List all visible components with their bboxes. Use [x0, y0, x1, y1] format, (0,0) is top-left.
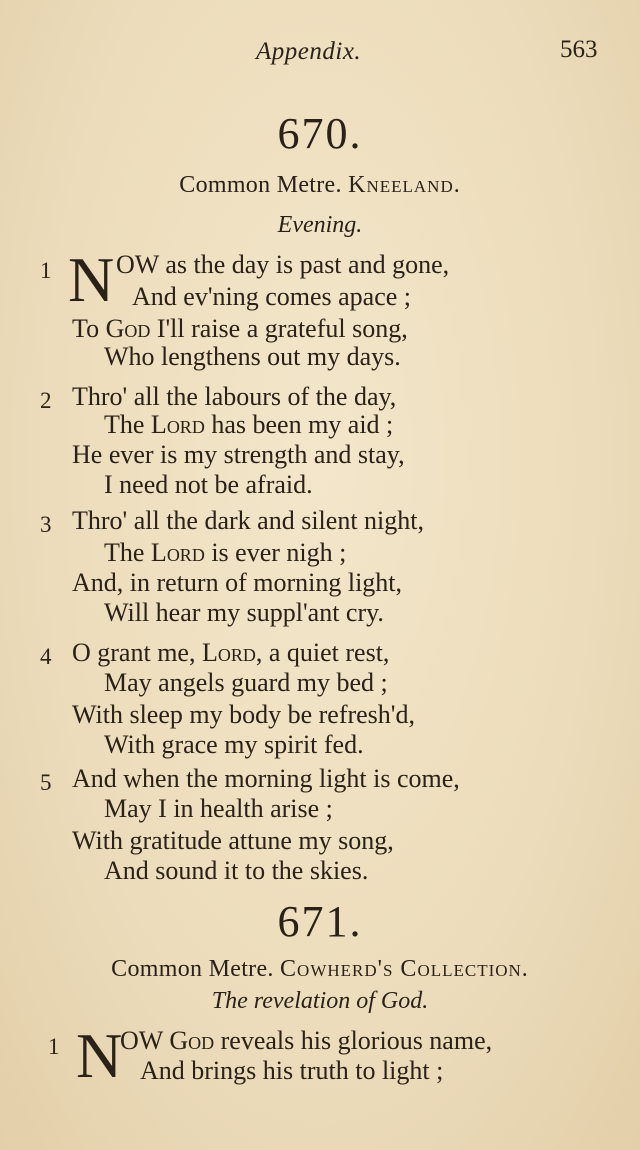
verse-line: I need not be afraid.	[104, 470, 313, 499]
running-title: Appendix.	[256, 38, 362, 65]
page-number: 563	[560, 36, 598, 63]
verse-line: Thro' all the dark and silent night,	[72, 506, 424, 535]
verse-line: The Lord is ever nigh ;	[104, 538, 347, 567]
verse-number: 1	[40, 258, 52, 283]
verse-line: Will hear my suppl'ant cry.	[104, 598, 384, 627]
verse-number: 3	[40, 512, 52, 537]
verse-line: He ever is my strength and stay,	[72, 440, 405, 469]
hymn-number: 670.	[277, 109, 363, 158]
hymn-subject: Evening.	[277, 212, 363, 238]
verse-line: With gratitude attune my song,	[72, 826, 394, 855]
verse-number: 2	[40, 388, 52, 413]
verse-number: 5	[40, 770, 52, 795]
verse-line: With grace my spirit fed.	[104, 730, 364, 759]
meter-heading	[0, 172, 640, 199]
verse-line: O grant me, Lord, a quiet rest,	[72, 638, 390, 667]
drop-cap: N	[76, 1020, 123, 1091]
verse-line: OW as the day is past and gone,	[116, 250, 450, 279]
verse-line: And brings his truth to light ;	[140, 1056, 444, 1085]
meter-label: Common Metre.	[179, 172, 342, 198]
verse-line: Thro' all the labours of the day,	[72, 382, 397, 411]
hymn-subject: The revelation of God.	[211, 988, 429, 1014]
verse-line: May I in health arise ;	[104, 794, 333, 823]
verse-line: And ev'ning comes apace ;	[132, 282, 412, 311]
hymn-number: 671.	[277, 897, 363, 946]
drop-cap: N	[68, 244, 115, 315]
verse-line: And, in return of morning light,	[72, 568, 403, 597]
verse-line: With sleep my body be refresh'd,	[72, 700, 415, 729]
verse-number: 4	[40, 644, 52, 669]
verse-line: To God I'll raise a grateful song,	[72, 314, 408, 343]
tune-name: Cowherd's Collection.	[280, 956, 529, 982]
verse-line: And when the morning light is come,	[72, 764, 460, 793]
running-head	[0, 38, 640, 78]
tune-name: Kneeland.	[348, 172, 461, 198]
meter-label: Common Metre.	[111, 956, 274, 982]
verse-line: And sound it to the skies.	[104, 856, 369, 885]
verse-line: OW God reveals his glorious name,	[120, 1026, 493, 1055]
verse-line: The Lord has been my aid ;	[104, 410, 394, 439]
verse-number: 1	[48, 1034, 60, 1059]
verse-line: May angels guard my bed ;	[104, 668, 388, 697]
verse-line: Who lengthens out my days.	[104, 342, 401, 371]
meter-heading	[0, 956, 640, 983]
